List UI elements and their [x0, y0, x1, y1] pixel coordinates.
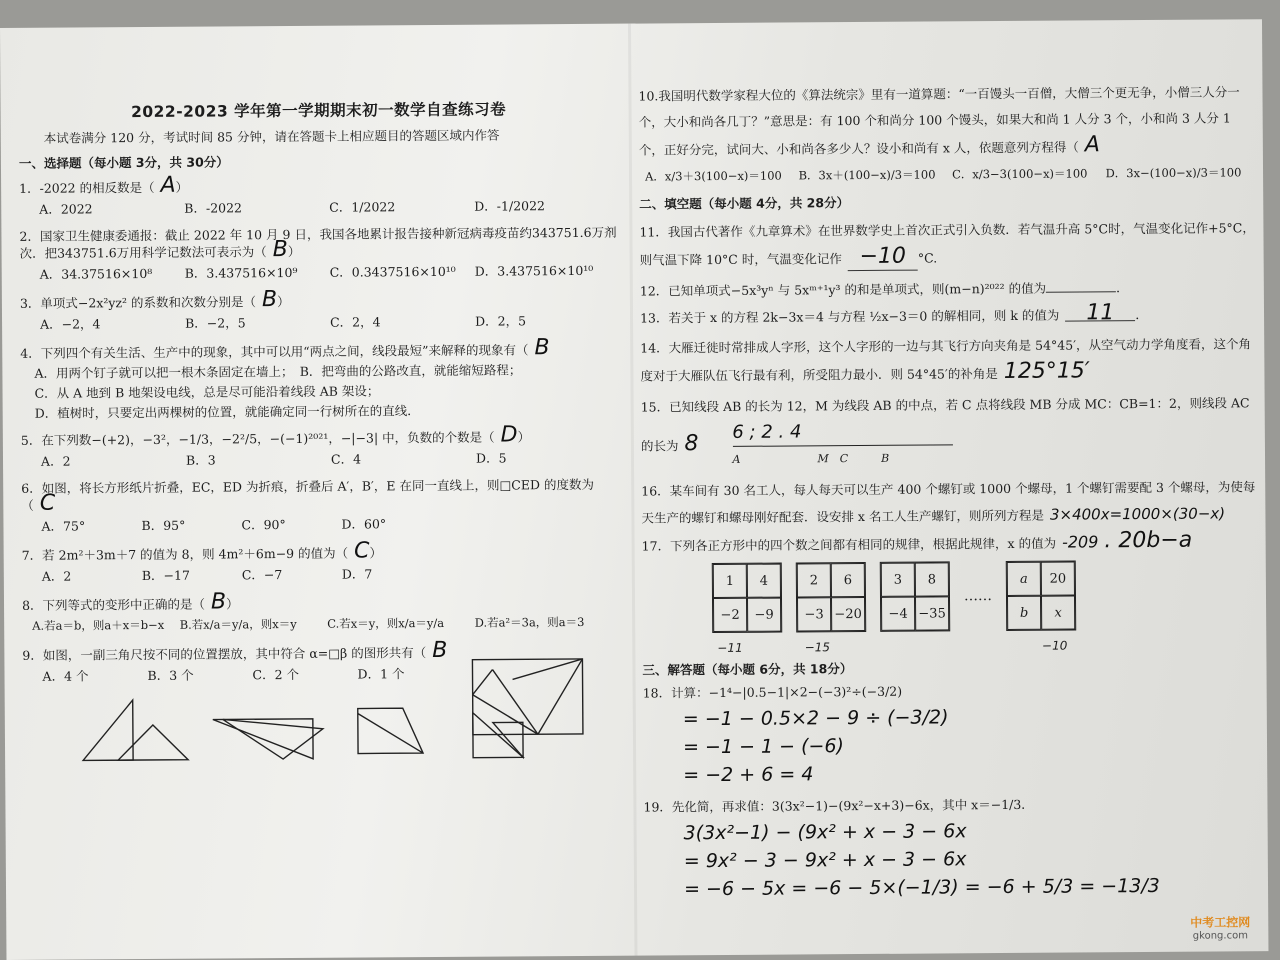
watermark: [1190, 913, 1250, 941]
q8-options: [32, 615, 622, 634]
q18-work-line: = −1 − 0.5×2 − 9 ÷ (−3/2): [682, 706, 949, 731]
question-18: [643, 681, 1264, 789]
section-choice-heading: 一、选择题（每小题 3分，共 30分）: [18, 154, 229, 171]
q1-text: 1．-2022 的相反数是（: [19, 179, 155, 196]
q6-options: [41, 516, 441, 534]
q2-option-a: A．34.37516×10⁸: [39, 265, 153, 282]
q15-segment-points: A M C B: [732, 451, 890, 466]
q17-answer-2: . 20b−a: [1104, 527, 1193, 554]
q17-grid2-cell: 2: [797, 563, 831, 597]
section-fill-heading: 二、填空题（每小题 4分，共 28分）: [639, 195, 850, 212]
q10-option-c: C．x/3−3(100−x)＝100: [951, 166, 1088, 182]
q4-text: 4．下列四个有关生活、生产中的现象，其中可以用“两点之间，线段最短”来解释的现象有（: [20, 342, 529, 361]
q13-answer: 11: [1065, 305, 1135, 321]
q10-text: 10.我国明代数学家程大位的《算法统宗》里有一道算题：“一百馒头一百僧，大僧三个更无争，小僧三人分一个，大小和尚各几丁？”意思是：有 100 个和尚分 100 个馒头，如果大和尚 1 人分 3 个，小和尚 3 人分 1 个，正好分完，试问大、小和尚各多少人？设小和尚有 x 人，依题意列方程得（: [638, 84, 1240, 158]
q19-work-line: = 9x² − 3 − 9x² + x − 3 − 6x: [683, 848, 967, 873]
q11-answer: −10: [848, 244, 918, 271]
question-16: [641, 474, 1261, 531]
q8-option-b: B.若x/a＝y/a，则x＝y: [179, 616, 297, 632]
q5-answer: D: [500, 422, 518, 448]
q10-answer: A: [1084, 132, 1100, 158]
q14-answer: 125°15′: [1003, 358, 1090, 385]
q4-item-2: C．从 A 地到 B 地架设电线，总是尽可能沿着线段 AB 架设；: [34, 383, 380, 401]
q1-option-a: A．2022: [39, 201, 93, 217]
q6-rectangle: [472, 659, 583, 735]
q8-option-c: C.若x＝y，则x/a＝y/a: [327, 615, 445, 631]
q5-option-c: C．4: [330, 451, 362, 467]
q9-fig1-triangle-a: [83, 700, 133, 760]
q17-grid3-cell: 3: [881, 563, 915, 597]
q15-text: 15．已知线段 AB 的长为 12，M 为线段 AB 的中点，若 C 点将线段 MB 分成 MC：CB=1：2，则线段 AC 的长为: [640, 395, 1250, 454]
q12-tail: ．: [1116, 280, 1129, 296]
q2-option-c: C．0.3437516×10¹⁰: [329, 263, 456, 280]
q6-text: 6．如图，将长方形纸片折叠，EC，ED 为折痕，折叠后 A′，B′，E 在同一直线上，则□CED 的度数为（: [21, 476, 594, 513]
q3-text: 3．单项式−2x²yz² 的系数和次数分别是（: [19, 294, 257, 311]
page-title: 2022-2023 学年第一学期期末初一数学自查练习卷: [130, 100, 507, 122]
q17-grid2-cell: −3: [797, 597, 831, 631]
q17-grids: [712, 559, 1262, 633]
left-column: [18, 94, 623, 773]
q4-answer: B: [534, 335, 550, 361]
q1-answer: A: [160, 172, 176, 198]
q5-text: 5．在下列数−(+2)，−3²，−1/3，−2²/5，−(−1)²⁰²¹，−|−3| 中，负数的个数是（: [20, 429, 495, 448]
question-6: [21, 477, 621, 534]
q3-option-b: B．−2，5: [185, 315, 246, 331]
question-14: [640, 331, 1260, 389]
question-17: [641, 527, 1263, 656]
q17-grid1-cell: 4: [747, 564, 781, 598]
q17-grid1-cell: 1: [713, 564, 747, 598]
q19-work-line: 3(3x²−1) − (9x² + x − 3 − 6x: [683, 820, 967, 845]
q9-fig2-triangle-b: [223, 719, 323, 760]
section-answer-heading: 三、解答题（每小题 6分，共 18分）: [642, 661, 853, 678]
q15-segment-lengths: 6 ; 2 . 4: [732, 421, 802, 443]
q1-options: [39, 198, 619, 217]
q6-rectangle-figure: [462, 649, 603, 750]
q1-option-d: D．-1/2022: [474, 198, 546, 214]
q5-option-b: B．3: [185, 452, 216, 468]
q9-fig1-triangle-b: [118, 725, 188, 760]
question-15: [641, 390, 1262, 473]
q7-option-c: C．−7: [241, 567, 283, 583]
question-2: 2．国家卫生健康委通报：截止 2022 年 10 月 9 日，我国各地累计报告接种新冠病毒疫苗约343751.6万剂次．把343751.6万用科学记数法可表示为（ B） A．34.37516×10⁸ B．3.437516×10⁹ C．0.3437516×10¹⁰ D．3.437516×10¹⁰: [19, 225, 619, 282]
q3-answer: B: [261, 287, 278, 313]
q8-answer: B: [210, 589, 227, 615]
q6-option-a: A．75°: [41, 518, 86, 534]
question-5: 5．在下列数−(+2)，−3²，−1/3，−2²/5，−(−1)²⁰²¹，−|−3| 中，负数的个数是（ D） A．2 B．3 C．4 D．5: [21, 427, 621, 469]
q8-option-d: D.若a²＝3a，则a＝3: [474, 614, 585, 630]
q9-fig3-line: [358, 713, 423, 753]
q2-options: [40, 263, 620, 282]
q7-text: 7．若 2m²＋3m＋7 的值为 8，则 4m²＋6m−9 的值为（: [21, 545, 349, 563]
q2-option-b: B．3.437516×10⁹: [184, 264, 298, 281]
q12-text: 12．已知单项式−5x³yⁿ 与 5xᵐ⁺¹y³ 的和是单项式，则(m−n)²⁰²² 的值为: [639, 280, 1047, 299]
q17-grid-2: [796, 562, 866, 632]
q6-fold-ec: [473, 694, 538, 734]
q17-text: 17．下列各正方形中的四个数之间都有相同的规律，根据此规律，x 的值为: [641, 535, 1057, 554]
q19-work: [684, 815, 1265, 903]
q17-note: −11: [717, 640, 743, 656]
q13-text: 13．若关于 x 的方程 2k−3x＝4 与方程 ½x−3＝0 的解相同，则 k 的值为: [639, 307, 1060, 326]
q19-text: 19．先化简，再求值：3(3x²−1)−(9x²−x+3)−6x，其中 x＝−1/3．: [643, 796, 1034, 815]
q3-option-d: D．2，5: [475, 313, 527, 329]
q10-option-a: A．x/3＋3(100−x)＝100: [645, 168, 782, 184]
q16-answer: 3×400x=1000×(30−x): [1049, 504, 1226, 524]
q5-option-d: D．5: [475, 450, 507, 466]
q6-answer: C: [39, 490, 56, 516]
q19-work-line: = −6 − 5x = −6 − 5×(−1/3) = −6 + 5/3 = −13/3: [683, 874, 1160, 901]
q14-text: 14．大雁迁徙时常排成人字形，这个人字形的一边与其飞行方向夹角是 54°45′，从空气动力学角度看，这个角度对于大雁队伍飞行最有利，所受阻力最小．则 54°45′的补角是: [640, 336, 1252, 384]
q9-option-b: B．3 个: [147, 667, 194, 683]
page-fold: [628, 24, 638, 956]
question-11: [639, 215, 1259, 273]
q7-answer: C: [353, 538, 370, 564]
question-19: [643, 795, 1264, 903]
q10-option-b: B．3x＋(100−x)/3＝100: [798, 167, 936, 183]
q2-option-d: D．3.437516×10¹⁰: [474, 262, 594, 279]
question-13: [639, 300, 1260, 326]
q7-option-b: B．−17: [141, 567, 190, 584]
q17-grid3-cell: −35: [915, 596, 949, 630]
exam-sheet: [0, 19, 1268, 960]
q9-fig2-triangle-a: [213, 719, 313, 760]
question-1: 1．-2022 的相反数是（ A） A．2022 B．-2022 C．1/2022 D．-1/2022: [19, 175, 619, 217]
question-7: 7．若 2m²＋3m＋7 的值为 8，则 4m²＋6m−9 的值为（ C） A．2 B．−17 C．−7 D．7: [22, 542, 622, 584]
q15-answer: 8: [684, 431, 699, 457]
q17-note: −10: [1041, 638, 1068, 653]
q4-item-3: D．植树时，只要定出两棵树的位置，就能确定同一行树所在的直线．: [34, 403, 420, 421]
q4-item-1: A．用两个钉子就可以把一根木条固定在墙上； B．把弯曲的公路改直，就能缩短路程；: [34, 362, 522, 381]
question-8: 8．下列等式的变形中正确的是（ B） A.若a＝b，则a＋x＝b−x B.若x/a＝y/a，则x＝y C.若x＝y，则x/a＝y/a D.若a²＝3a，则a＝3: [22, 592, 622, 634]
question-10: [638, 79, 1259, 184]
q11-text: 11．我国古代著作《九章算术》在世界数学史上首次正式引入负数．若气温升高 5°C时，气温变化记作+5°C，则气温下降 10°C 时，气温变化记作: [639, 220, 1255, 268]
q8-option-a: A.若a＝b，则a＋x＝b−x: [32, 617, 165, 633]
q1-option-c: C．1/2022: [329, 199, 396, 215]
watermark-brand: 中考工控网: [1190, 915, 1251, 930]
q9-option-d: D．1 个: [357, 666, 405, 682]
q3-option-a: A．−2，4: [40, 316, 101, 332]
q17-grid3-cell: −4: [881, 597, 915, 631]
q17-grid-last-cell: 20: [1041, 562, 1075, 596]
q16-text: 16．某车间有 30 名工人，每人每天可以生产 400 个螺钉或 1000 个螺母，1 个螺钉需要配 3 个螺母，为使每天生产的螺钉和螺母刚好配套．设安排 x 名工人生产螺钉，则所列方程是: [641, 479, 1256, 526]
q17-grid-last-cell: b: [1007, 596, 1041, 630]
q17-grid-last: [1006, 561, 1076, 631]
q18-work-line: = −2 + 6 = 4: [683, 763, 814, 787]
q11-tail: °C.: [917, 250, 938, 266]
q17-note: −15: [804, 640, 831, 655]
q6-line-ca: [472, 670, 492, 695]
q9-text: 9．如图，一副三角尺按不同的位置摆放，其中符合 α=□β 的图形共有（: [22, 645, 427, 663]
q2-text: 2．国家卫生健康委通报：截止 2022 年 10 月 9 日，我国各地累计报告接种新冠病毒疫苗约343751.6万剂次．把343751.6万用科学记数法可表示为（: [19, 224, 617, 261]
q17-grid-3: [880, 561, 950, 631]
q18-work: [683, 701, 1264, 789]
q6-option-d: D．60°: [341, 516, 387, 532]
exam-intro: 本试卷满分 120 分，考试时间 85 分钟，请在答题卡上相应题目的答题区域内作答: [43, 127, 500, 146]
q18-text: 18．计算：−1⁴−|0.5−1|×2−(−3)²÷(−3/2): [642, 683, 903, 701]
q7-options: [42, 566, 442, 584]
q10-options: [645, 165, 1259, 184]
q17-grid-1: [712, 563, 782, 633]
q10-option-d: D．3x−(100−x)/3＝100: [1105, 165, 1242, 181]
q8-text: 8．下列等式的变形中正确的是（: [21, 596, 206, 613]
q18-work-line: = −1 − 1 − (−6): [682, 735, 845, 759]
q7-option-d: D．7: [341, 566, 373, 582]
q9-answer: B: [432, 637, 448, 663]
q17-ellipsis: ……: [963, 587, 993, 604]
question-4: [20, 335, 621, 421]
q9-options: [42, 666, 462, 684]
q17-grid-last-cell: a: [1007, 562, 1041, 596]
q17-grid1-cell: −9: [747, 598, 781, 632]
q2-answer: B: [272, 236, 288, 263]
q17-handwritten-notes: [717, 637, 1262, 656]
q13-tail: ．: [1135, 306, 1148, 323]
q9-option-a: A．4 个: [42, 668, 89, 684]
q17-answer: -209: [1061, 532, 1099, 552]
q17-grid1-cell: −2: [713, 598, 747, 632]
q5-option-a: A．2: [40, 453, 71, 469]
q12-blank: [1046, 291, 1116, 292]
q1-option-b: B．-2022: [184, 200, 243, 216]
q17-grid-last-cell: x: [1041, 596, 1075, 630]
q17-grid2-cell: 6: [831, 563, 865, 597]
question-3: 3．单项式−2x²yz² 的系数和次数分别是（ B） A．−2，4 B．−2，5 C．2，4 D．2，5: [20, 290, 620, 332]
q3-option-c: C．2，4: [330, 314, 381, 330]
q5-options: [41, 450, 621, 469]
q7-option-a: A．2: [41, 568, 72, 584]
q6-option-c: C．90°: [241, 517, 286, 533]
question-12: [640, 279, 1260, 298]
watermark-url: gkong.com: [1192, 930, 1248, 942]
right-column: [638, 79, 1264, 907]
q6-option-b: B．95°: [141, 517, 186, 534]
q17-grid3-cell: 8: [915, 562, 949, 596]
q9-option-c: C．2 个: [252, 666, 300, 683]
q3-options: [40, 313, 620, 332]
q17-grid2-cell: −20: [831, 597, 865, 631]
